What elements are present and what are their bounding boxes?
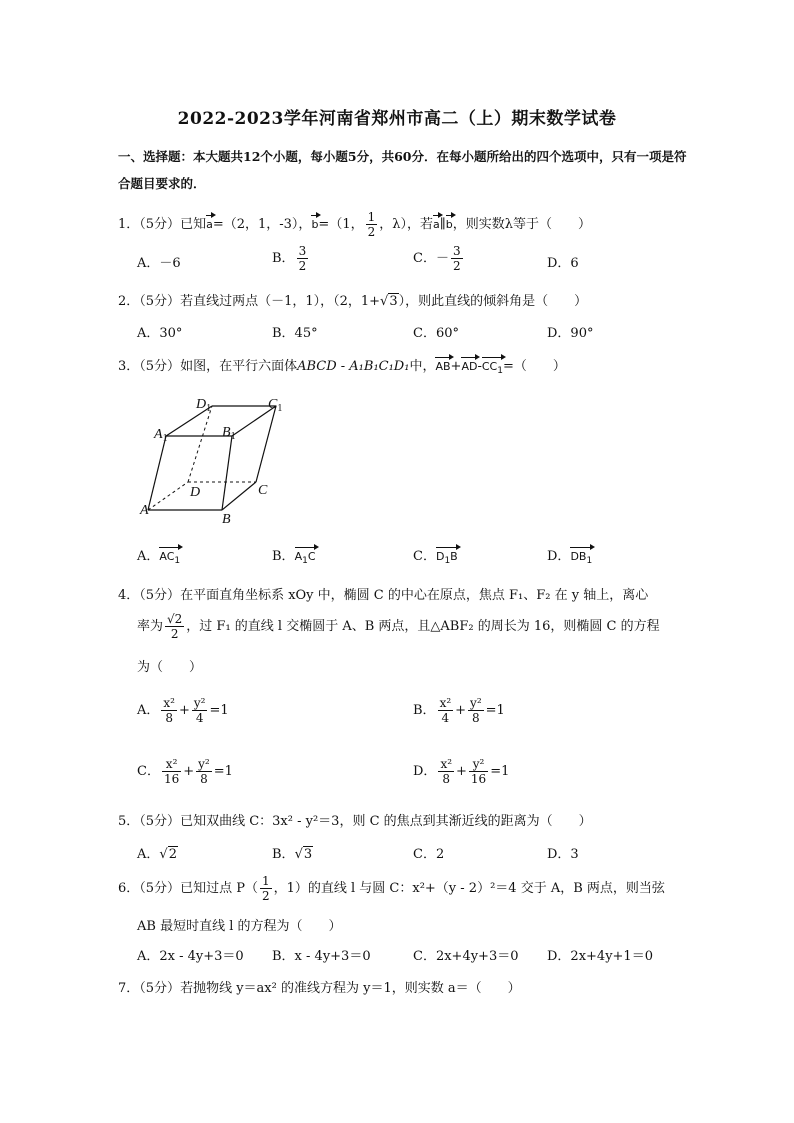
question-text: 已知过点 P（ [180, 881, 258, 896]
option-a: A．30° [137, 326, 183, 341]
label-b: B [222, 512, 231, 527]
question-number: 1． [118, 217, 140, 232]
question-number: 6． [118, 881, 140, 896]
option-b: B． $\frac{\text{x²}}{4}$ + $\frac{\text{y²}}{8}$ =1 [413, 696, 505, 725]
fraction: $\frac{1}{2}$ [261, 874, 270, 903]
question-text: 若抛物线 y＝ax² 的准线方程为 y＝1，则实数 a＝（ ） [180, 981, 521, 996]
label-a1: $A_1$ [154, 427, 168, 444]
option-b: B．45° [272, 326, 318, 341]
option-c: C．－ $\frac{3}{2}$ [413, 244, 461, 273]
vector-b: b [311, 212, 318, 231]
option-d: D．90° [547, 326, 594, 341]
question-text: =（1， [318, 217, 364, 232]
option-a: A．2x - 4y+3＝0 [137, 949, 244, 964]
question-score: （5分） [139, 588, 181, 603]
question-number: 5． [118, 814, 140, 829]
question-text: 已知 [180, 217, 207, 232]
question-text: 率为 [137, 619, 164, 634]
edge-bb1 [222, 436, 232, 510]
question-4-line2 [137, 612, 660, 641]
question-score: （5分） [139, 981, 181, 996]
question-2 [118, 290, 587, 309]
option-d: D．2x+4y+1＝0 [547, 949, 653, 964]
vector-cc1: $CC_1$ [482, 354, 503, 376]
question-number: 2． [118, 294, 140, 309]
question-text: 在平面直角坐标系 xOy 中，椭圆 C 的中心在原点，焦点 F₁、F₂ 在 y 轴上，离心 [180, 588, 649, 603]
label-c1: $C_1$ [268, 397, 283, 414]
option-a: A．$AC_1$ [137, 544, 180, 566]
option-c: C． $\frac{\text{x²}}{16}$ + $\frac{\text{y²}}{8}$ =1 [137, 757, 233, 786]
label-c: C [258, 483, 268, 498]
question-text: ，λ），若 [379, 217, 433, 232]
option-a: A．－6 [137, 256, 181, 271]
question-text: =（ ） [502, 359, 566, 374]
question-score: （5分） [139, 294, 181, 309]
question-5 [118, 810, 592, 829]
parallelepiped-figure [136, 390, 296, 530]
option-d: D．3 [547, 847, 579, 862]
option-d: D．$DB_1$ [547, 544, 592, 566]
edge-dd1-hidden [188, 406, 212, 482]
edge-bc [222, 482, 256, 510]
question-6-line2: AB 最短时直线 l 的方程为（ ） [137, 919, 342, 934]
vector-ad: AD [461, 354, 477, 373]
vector-a: a [206, 212, 213, 231]
question-score: （5分） [139, 217, 181, 232]
section-heading: 一、选择题：本大题共12个小题，每小题5分，共60分．在每小题所给出的四个选项中，只有一项是符合题目要求的． [118, 149, 687, 191]
option-c: C．2x+4y+3＝0 [413, 949, 519, 964]
question-1 [118, 210, 591, 239]
option-b: B． $\frac{3}{2}$ [272, 244, 307, 273]
question-text: 如图，在平行六面体 [180, 359, 298, 374]
question-text: 中， [409, 359, 436, 374]
option-a: A．√2 [137, 847, 177, 862]
question-text: 已知双曲线 C：3x² - y²＝3，则 C 的焦点到其渐近线的距离为（ ） [180, 814, 592, 829]
question-number: 4． [118, 588, 140, 603]
label-a: A [140, 503, 149, 518]
question-4-line3: 为（ ） [137, 660, 203, 675]
page-title: 2022-2023学年河南省郑州市高二（上）期末数学试卷 [177, 109, 617, 129]
question-4 [118, 584, 648, 603]
vector-b: b [446, 212, 453, 231]
question-score: （5分） [139, 359, 181, 374]
vector-ab: AB [435, 354, 450, 373]
vector-a: a [433, 212, 440, 231]
plus-sign: + [450, 359, 462, 374]
label-d1: $D_1$ [196, 397, 212, 414]
question-number: 7． [118, 981, 140, 996]
fraction: $\frac{1}{2}$ [367, 210, 376, 239]
question-7 [118, 977, 521, 996]
solid-name: ABCD - A₁B₁C₁D₁ [297, 359, 410, 374]
question-6 [118, 874, 665, 903]
option-c: C．2 [413, 847, 445, 862]
option-c: C．60° [413, 326, 459, 341]
label-d: D [190, 485, 201, 500]
option-b: B．$A_1C$ [272, 544, 316, 566]
parallel-symbol: ∥ [439, 217, 446, 232]
label-b1: $B_1$ [222, 425, 236, 442]
option-c: C．$D_1B$ [413, 544, 458, 566]
fraction: $\frac{√2}{2}$ [167, 612, 183, 641]
question-3 [118, 354, 566, 376]
option-d: D．6 [547, 256, 579, 271]
question-score: （5分） [139, 814, 181, 829]
question-text: ，1）的直线 l 与圆 C：x²+（y - 2）²＝4 交于 A，B 两点，则当弦 [273, 881, 665, 896]
sqrt: √3 [380, 294, 398, 309]
question-text: ），则此直线的倾斜角是（ ） [398, 294, 588, 309]
option-b: B．x - 4y+3＝0 [272, 949, 371, 964]
minus-sign: - [477, 359, 482, 374]
question-score: （5分） [139, 881, 181, 896]
question-text: =（2，1，-3）， [212, 217, 312, 232]
option-d: D． $\frac{\text{x²}}{8}$ + $\frac{\text{y²}}{16}$ =1 [413, 757, 510, 786]
question-number: 3． [118, 359, 140, 374]
option-b: B．√3 [272, 847, 313, 862]
question-text: 若直线过两点（－1，1），（2，1+ [180, 294, 381, 309]
question-text: ，则实数λ等于（ ） [452, 217, 591, 232]
question-text: ，过 F₁ 的直线 l 交椭圆于 A、B 两点，且△ABF₂ 的周长为 16，则椭圆 C 的方程 [186, 619, 660, 634]
option-a: A． $\frac{\text{x²}}{8}$ + $\frac{\text{y²}}{4}$ =1 [137, 696, 229, 725]
